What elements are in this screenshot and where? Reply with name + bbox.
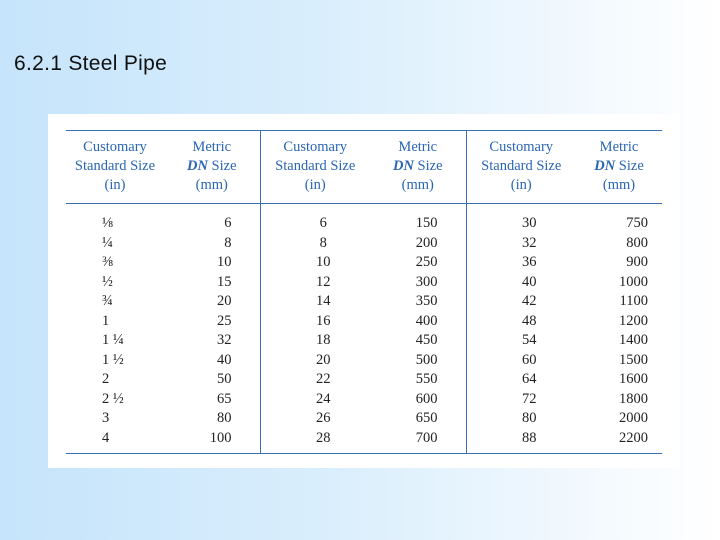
metric-size-cell: 2000 — [619, 410, 648, 426]
metric-size-cell: 100 — [209, 429, 232, 446]
customary-size-cell: 1 ½ — [102, 351, 124, 368]
table-row — [66, 390, 662, 410]
header-unit: (mm) — [195, 177, 228, 193]
header-unit: (in) — [510, 177, 532, 193]
header-line — [164, 157, 260, 176]
header-line — [576, 157, 662, 176]
metric-size-cell: 1800 — [619, 390, 648, 407]
metric-size-cell: 25 — [217, 312, 232, 329]
metric-size-cell: 1500 — [619, 351, 648, 368]
metric-size-cell: 65 — [217, 390, 232, 407]
customary-size-cell: 2 — [102, 371, 110, 387]
size-label: Size — [413, 158, 443, 174]
size-label: Size — [207, 158, 237, 174]
table-row — [66, 312, 662, 332]
metric-size-cell: 500 — [415, 351, 438, 368]
header-unit: (in) — [104, 177, 126, 193]
customary-size-cell: 14 — [260, 292, 370, 312]
customary-size-cell: ⅛ — [102, 215, 113, 231]
pipe-size-table-panel — [48, 114, 680, 468]
customary-size-cell: 16 — [260, 312, 370, 332]
customary-size-cell: ¾ — [102, 293, 113, 309]
metric-size-cell: 20 — [217, 293, 232, 309]
table-row — [66, 370, 662, 390]
customary-size-cell: 32 — [466, 234, 576, 254]
customary-size-cell: 1 — [102, 312, 110, 329]
metric-size-cell: 8 — [224, 234, 232, 251]
customary-size-cell: 80 — [466, 409, 576, 429]
slide-title: 6.2.1 Steel Pipe — [14, 52, 168, 75]
metric-size-cell: 1600 — [619, 371, 648, 387]
customary-size-cell: 28 — [260, 429, 370, 454]
customary-size-cell: 12 — [260, 273, 370, 293]
customary-size-cell: 6 — [260, 204, 370, 234]
metric-size-cell: 2200 — [619, 429, 648, 446]
metric-size-cell: 1200 — [619, 312, 648, 329]
customary-size-cell: 3 — [102, 410, 110, 426]
customary-size-cell: 26 — [260, 409, 370, 429]
header-line: Metric — [192, 139, 232, 155]
pipe-size-table — [66, 130, 662, 454]
header-line: Customary — [283, 139, 348, 155]
metric-size-cell: 700 — [415, 429, 438, 446]
metric-size-cell: 300 — [415, 273, 438, 290]
customary-size-cell: 88 — [466, 429, 576, 454]
metric-size-cell: 1100 — [619, 293, 648, 309]
header-line: Standard Size — [481, 158, 562, 174]
header-line — [370, 157, 466, 176]
customary-size-cell: ½ — [102, 273, 113, 290]
table-row — [66, 292, 662, 312]
customary-size-cell: 10 — [260, 253, 370, 273]
customary-size-cell: 30 — [466, 204, 576, 234]
metric-size-cell: 10 — [217, 254, 232, 270]
metric-size-cell: 450 — [415, 332, 438, 348]
header-line: Customary — [83, 139, 147, 155]
customary-size-cell: 24 — [260, 390, 370, 410]
customary-size-cell: 8 — [260, 234, 370, 254]
customary-size-header — [260, 131, 370, 204]
metric-size-cell: 200 — [415, 234, 438, 251]
header-unit: (mm) — [602, 177, 636, 193]
customary-size-cell: 48 — [466, 312, 576, 332]
metric-size-cell: 750 — [626, 215, 648, 231]
metric-dn-size-header — [576, 131, 662, 204]
metric-size-cell: 1000 — [619, 273, 648, 290]
table-row — [66, 253, 662, 273]
customary-size-cell: 36 — [466, 253, 576, 273]
customary-size-cell: 2 ½ — [102, 390, 124, 407]
customary-size-cell: ⅜ — [102, 254, 113, 270]
metric-size-cell: 50 — [217, 371, 232, 387]
customary-size-cell: 4 — [102, 429, 110, 446]
customary-size-header — [66, 131, 164, 204]
customary-size-cell: 22 — [260, 370, 370, 390]
metric-size-cell: 250 — [415, 254, 438, 270]
customary-size-cell: 54 — [466, 331, 576, 351]
metric-size-cell: 600 — [415, 390, 438, 407]
metric-dn-size-header — [370, 131, 466, 204]
table-row — [66, 409, 662, 429]
header-line: Metric — [398, 139, 438, 155]
table-header-row — [66, 131, 662, 204]
metric-size-cell: 40 — [217, 351, 232, 368]
customary-size-cell: 42 — [466, 292, 576, 312]
table-row — [66, 234, 662, 254]
metric-dn-size-header — [164, 131, 260, 204]
customary-size-cell: 40 — [466, 273, 576, 293]
customary-size-header — [466, 131, 576, 204]
table-row — [66, 429, 662, 454]
metric-size-cell: 1400 — [619, 332, 648, 348]
metric-size-cell: 150 — [415, 215, 438, 231]
size-label: Size — [615, 158, 644, 174]
customary-size-cell: 60 — [466, 351, 576, 371]
customary-size-cell: 72 — [466, 390, 576, 410]
dn-label: DN — [186, 158, 208, 174]
metric-size-cell: 80 — [217, 410, 232, 426]
table-body — [66, 204, 662, 454]
customary-size-cell: ¼ — [102, 234, 113, 251]
customary-size-cell: 20 — [260, 351, 370, 371]
metric-size-cell: 6 — [224, 215, 232, 231]
header-unit: (in) — [304, 177, 326, 193]
table-row — [66, 331, 662, 351]
header-unit: (mm) — [401, 177, 434, 193]
table-row — [66, 273, 662, 293]
table-row — [66, 351, 662, 371]
dn-label: DN — [594, 158, 616, 174]
customary-size-cell: 1 ¼ — [102, 332, 124, 348]
customary-size-cell: 64 — [466, 370, 576, 390]
metric-size-cell: 15 — [217, 273, 232, 290]
table-row — [66, 204, 662, 234]
metric-size-cell: 650 — [415, 410, 438, 426]
header-line: Standard Size — [275, 158, 356, 174]
metric-size-cell: 900 — [626, 254, 648, 270]
metric-size-cell: 32 — [217, 332, 232, 348]
customary-size-cell: 18 — [260, 331, 370, 351]
dn-label: DN — [392, 158, 414, 174]
metric-size-cell: 350 — [415, 293, 438, 309]
metric-size-cell: 800 — [626, 234, 648, 251]
header-line: Standard Size — [74, 158, 156, 174]
header-line: Metric — [599, 139, 639, 155]
metric-size-cell: 550 — [415, 371, 438, 387]
header-line: Customary — [489, 139, 554, 155]
metric-size-cell: 400 — [415, 312, 438, 329]
